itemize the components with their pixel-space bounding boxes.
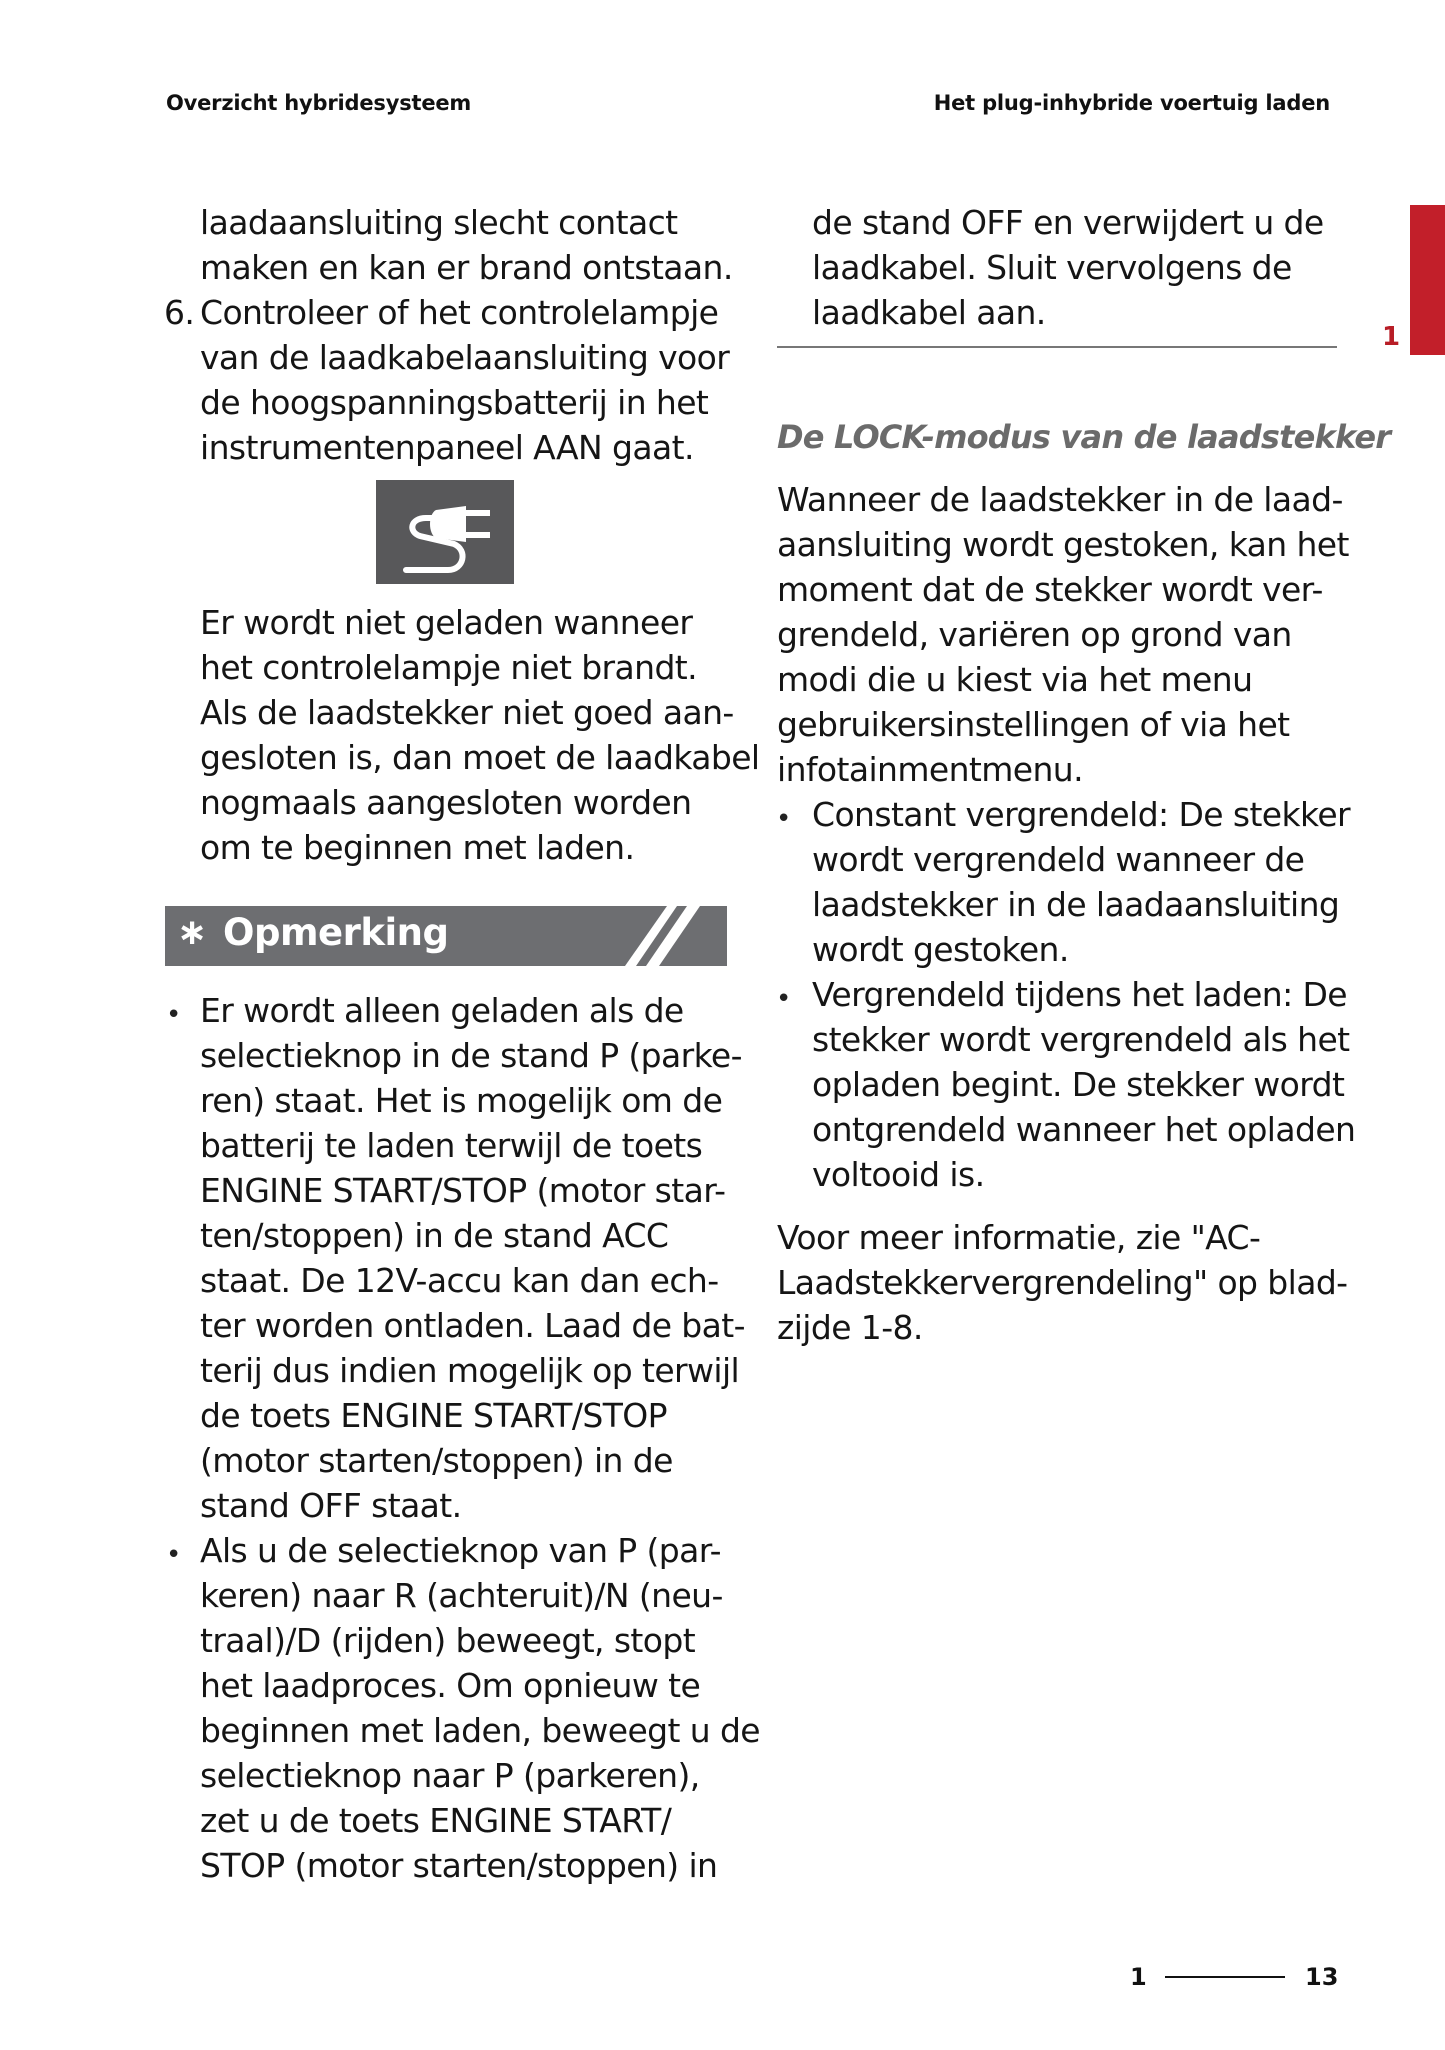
text-line: wordt vergrendeld wanneer de (812, 840, 1305, 879)
text-line: grendeld, variëren op grond van (777, 615, 1292, 654)
text-line: Controleer of het controlelampje (200, 293, 719, 332)
text-line: de stand OFF en verwijdert u de (812, 203, 1324, 242)
text-line: gebruikersinstellingen of via het (777, 705, 1290, 744)
text-line: traal)/D (rijden) beweegt, stopt (200, 1621, 696, 1660)
text-line: Constant vergrendeld: De stekker (812, 795, 1350, 834)
section-title: De LOCK-modus van de laadstekker (777, 418, 1391, 456)
text-line: modi die u kiest via het menu (777, 660, 1253, 699)
text-line: laadstekker in de laadaansluiting (812, 885, 1340, 924)
text-line: ren) staat. Het is mogelijk om de (200, 1081, 723, 1120)
text-line: ter worden ontladen. Laad de bat- (200, 1306, 745, 1345)
text-line: de toets ENGINE START/STOP (200, 1396, 667, 1435)
note-header (165, 906, 727, 966)
bullet-icon: • (166, 1000, 182, 1030)
asterisk-icon: ∗ (177, 912, 208, 953)
text-line: zet u de toets ENGINE START/ (200, 1801, 672, 1840)
text-line: Laadstekkervergrendeling" op blad- (777, 1263, 1348, 1302)
text-line: stekker wordt vergrendeld als het (812, 1020, 1350, 1059)
text-line: ENGINE START/STOP (motor star- (200, 1171, 726, 1210)
text-line: laadkabel. Sluit vervolgens de (812, 248, 1292, 287)
text-line: Als de laadstekker niet goed aan- (200, 693, 734, 732)
text-line: Wanneer de laadstekker in de laad- (777, 480, 1343, 519)
footer-divider (1165, 1976, 1285, 1978)
footer-chapter-number: 1 (1130, 1963, 1147, 1991)
text-line: nogmaals aangesloten worden (200, 783, 692, 822)
text-line: de hoogspanningsbatterij in het (200, 383, 709, 422)
text-line: keren) naar R (achteruit)/N (neu- (200, 1576, 723, 1615)
text-line: infotainmentmenu. (777, 750, 1084, 789)
chapter-tab-number: 1 (1382, 322, 1401, 352)
text-line: batterij te laden terwijl de toets (200, 1126, 703, 1165)
running-header-topic: Het plug-inhybride voertuig laden (933, 91, 1330, 115)
text-line: ten/stoppen) in de stand ACC (200, 1216, 669, 1255)
text-line: Er wordt niet geladen wanneer (200, 603, 693, 642)
text-line: voltooid is. (812, 1155, 985, 1194)
bullet-icon: • (166, 1540, 182, 1570)
text-line: laadkabel aan. (812, 293, 1046, 332)
text-line: selectieknop naar P (parkeren), (200, 1756, 700, 1795)
text-line: (motor starten/stoppen) in de (200, 1441, 673, 1480)
text-line: van de laadkabelaansluiting voor (200, 338, 730, 377)
text-line: STOP (motor starten/stoppen) in (200, 1846, 718, 1885)
chapter-tab (1410, 205, 1445, 355)
text-line: terij dus indien mogelijk op terwijl (200, 1351, 740, 1390)
text-line: wordt gestoken. (812, 930, 1069, 969)
text-line: instrumentenpaneel AAN gaat. (200, 428, 694, 467)
text-line: laadaansluiting slecht contact (200, 203, 678, 242)
bullet-icon: • (776, 984, 792, 1014)
text-line: stand OFF staat. (200, 1486, 462, 1525)
text-line: zijde 1-8. (777, 1308, 923, 1347)
text-line: Als u de selectieknop van P (par- (200, 1531, 721, 1570)
text-line: maken en kan er brand ontstaan. (200, 248, 733, 287)
text-line: opladen begint. De stekker wordt (812, 1065, 1345, 1104)
text-line: aansluiting wordt gestoken, kan het (777, 525, 1349, 564)
text-line: ontgrendeld wanneer het opladen (812, 1110, 1356, 1149)
charging-cable-plug-icon (376, 480, 514, 584)
text-line: moment dat de stekker wordt ver- (777, 570, 1323, 609)
footer-page-number: 13 (1305, 1963, 1339, 1991)
bullet-icon: • (776, 804, 792, 834)
text-line: gesloten is, dan moet de laadkabel (200, 738, 760, 777)
section-divider (777, 346, 1337, 348)
note-title: Opmerking (223, 911, 449, 954)
text-line: het controlelampje niet brandt. (200, 648, 698, 687)
text-line: Voor meer informatie, zie "AC- (777, 1218, 1261, 1257)
text-line: selectieknop in de stand P (parke- (200, 1036, 742, 1075)
text-line: beginnen met laden, beweegt u de (200, 1711, 760, 1750)
step-number: 6. (164, 293, 195, 332)
text-line: Er wordt alleen geladen als de (200, 991, 684, 1030)
text-line: staat. De 12V-accu kan dan ech- (200, 1261, 719, 1300)
running-header-section: Overzicht hybridesysteem (166, 91, 472, 115)
text-line: om te beginnen met laden. (200, 828, 635, 867)
text-line: Vergrendeld tijdens het laden: De (812, 975, 1348, 1014)
text-line: het laadproces. Om opnieuw te (200, 1666, 701, 1705)
